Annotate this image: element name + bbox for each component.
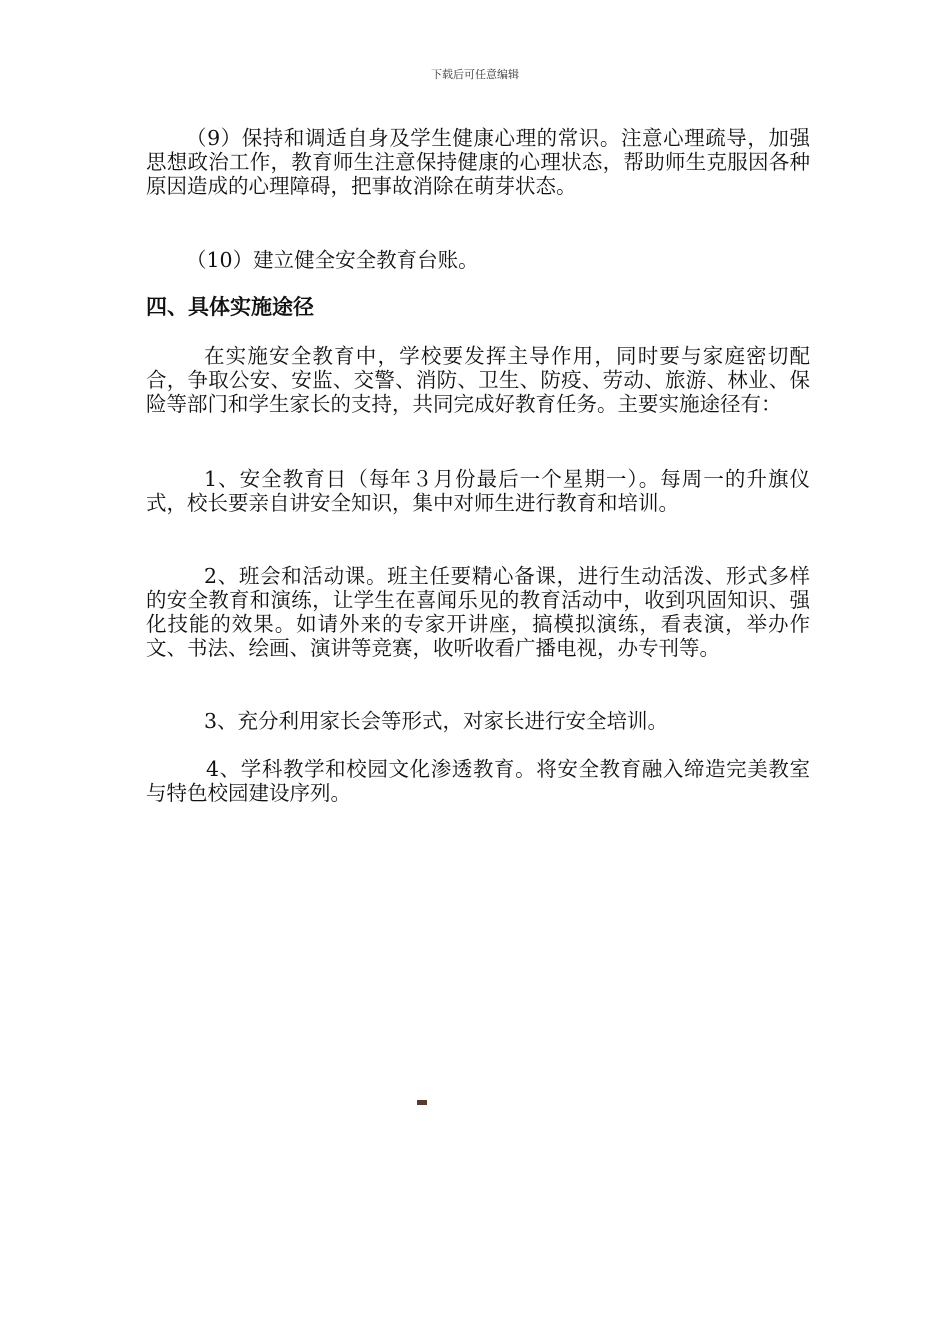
list-item-3: 3、充分利用家长会等形式，对家长进行安全培训。 bbox=[204, 709, 669, 733]
footer-mark bbox=[417, 1100, 427, 1105]
list-item-1: 1、安全教育日（每年３月份最后一个星期一）。每周一的升旗仪式，校长要亲自讲安全知识，集中对师生进行教育和培训。 bbox=[146, 467, 810, 515]
list-item-4: 4、学科教学和校园文化渗透教育。将安全教育融入缔造完美教室与特色校园建设序列。 bbox=[146, 757, 810, 805]
list-item-2: 2、班会和活动课。班主任要精心备课，进行生动活泼、形式多样的安全教育和演练，让学生在喜闻乐见的教育活动中，收到巩固知识、强化技能的效果。如请外来的专家开讲座，搞模拟演练，看表演，举办作文、书法、绘画、演讲等竞赛，收听收看广播电视，办专刊等。 bbox=[146, 564, 810, 660]
intro-paragraph: 在实施安全教育中，学校要发挥主导作用，同时要与家庭密切配合，争取公安、安监、交警、消防、卫生、防疫、劳动、旅游、林业、保险等部门和学生家长的支持，共同完成好教育任务。主要实施途径有： bbox=[146, 344, 810, 416]
header-note: 下载后可任意编辑 bbox=[431, 68, 519, 81]
paragraph-item-9: （9）保持和调适自身及学生健康心理的常识。注意心理疏导，加强思想政治工作，教育师生注意保持健康的心理状态，帮助师生克服因各种原因造成的心理障碍，把事故消除在萌芽状态。 bbox=[146, 126, 810, 198]
section-heading: 四、具体实施途径 bbox=[146, 295, 314, 319]
paragraph-item-10: （10）建立健全安全教育台账。 bbox=[186, 248, 479, 272]
